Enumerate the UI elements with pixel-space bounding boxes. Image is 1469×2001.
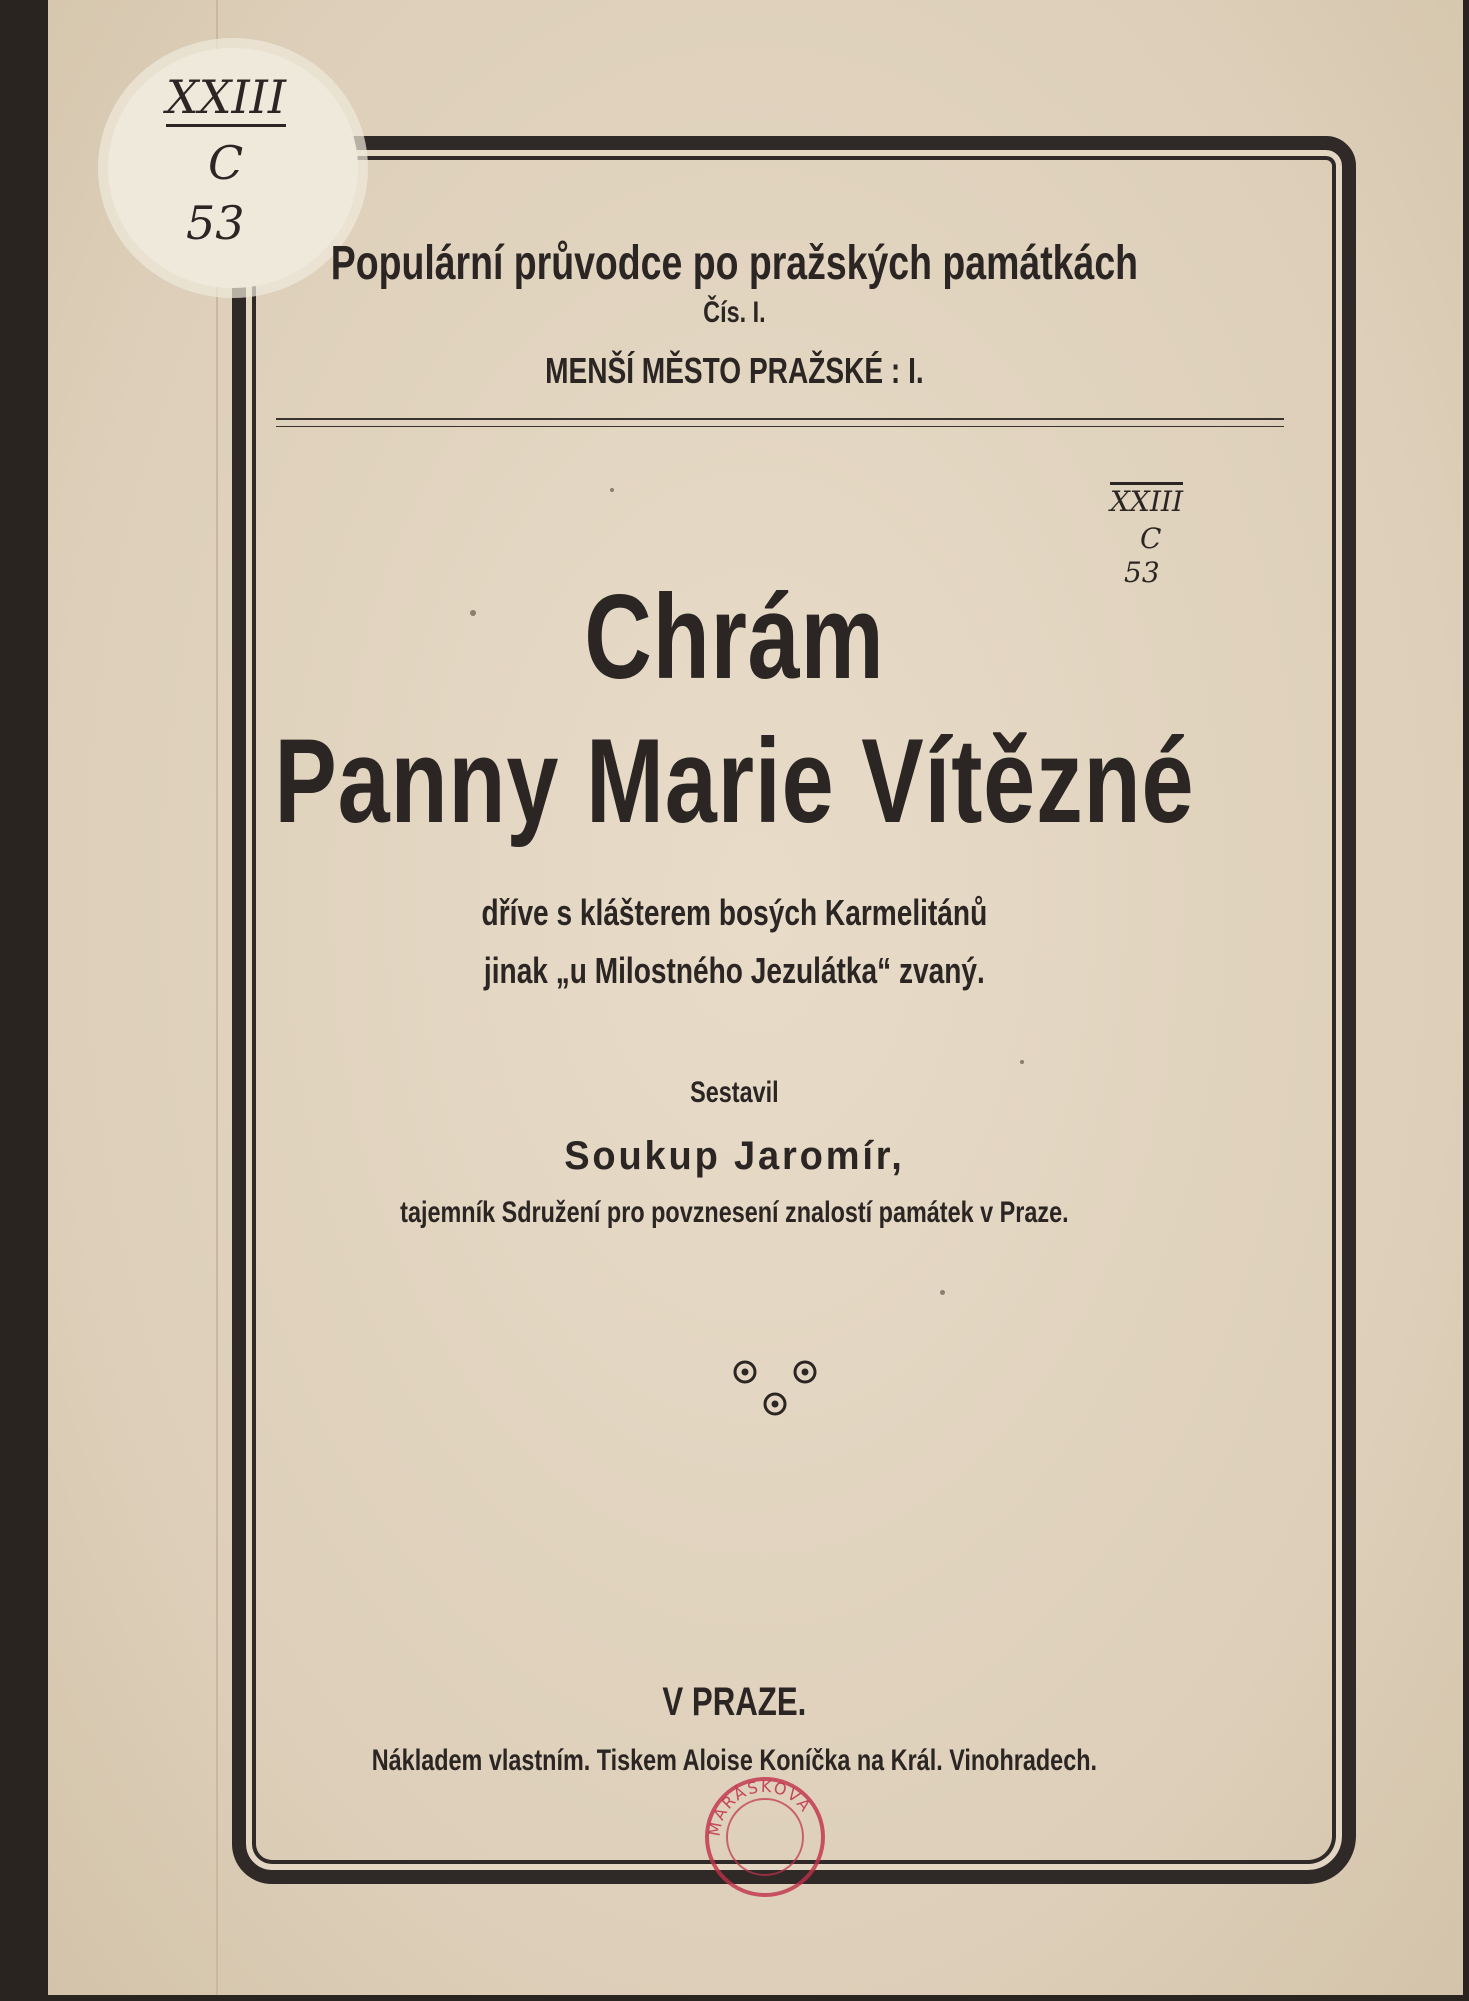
three-circles-ornament (730, 1358, 820, 1428)
margin-call-line3: 53 (1124, 556, 1160, 589)
main-title-line1: Chrám (584, 570, 885, 704)
imprint-place: V PRAZE. (662, 1680, 807, 1724)
header-rule (276, 418, 1284, 420)
stamp-text: MARÁSKOVA (704, 1776, 816, 1838)
imprint-publisher: Nákladem vlastním. Tiskem Aloise Koníčka na Král. Vinohradech. (371, 1744, 1098, 1777)
author-name: Soukup Jaromír, (564, 1134, 905, 1178)
sticker-line1: XXIII (166, 70, 286, 127)
header-rule-thin (276, 426, 1284, 427)
sticker-line3: 53 (186, 196, 245, 250)
subtitle-line2: jinak „u Milostného Jezulátka“ zvaný. (483, 950, 985, 991)
compiled-by-label: Sestavil (690, 1076, 779, 1109)
paper-speck (470, 610, 476, 616)
margin-call-line2: C (1140, 522, 1162, 555)
main-title-line2: Panny Marie Vítězné (274, 714, 1195, 848)
subseries-title: MENŠÍ MĚSTO PRAŽSKÉ : I. (545, 350, 924, 391)
subtitle-line1: dříve s klášterem bosých Karmelitánů (481, 892, 988, 933)
decorative-border (232, 136, 1356, 1884)
series-title: Populární průvodce po pražských památkách (330, 237, 1139, 290)
paper-speck (1020, 1060, 1024, 1064)
author-affiliation: tajemník Sdružení pro povznesení znalostí památek v Praze. (400, 1196, 1069, 1229)
paper-speck (940, 1290, 945, 1295)
library-stamp (700, 1772, 830, 1902)
paper-speck (610, 488, 614, 492)
margin-call-line1: XXIII (1110, 482, 1183, 518)
svg-text:MARÁSKOVA (705, 1777, 816, 1838)
sticker-line2: C (208, 136, 244, 190)
series-number: Čís. I. (703, 296, 766, 329)
